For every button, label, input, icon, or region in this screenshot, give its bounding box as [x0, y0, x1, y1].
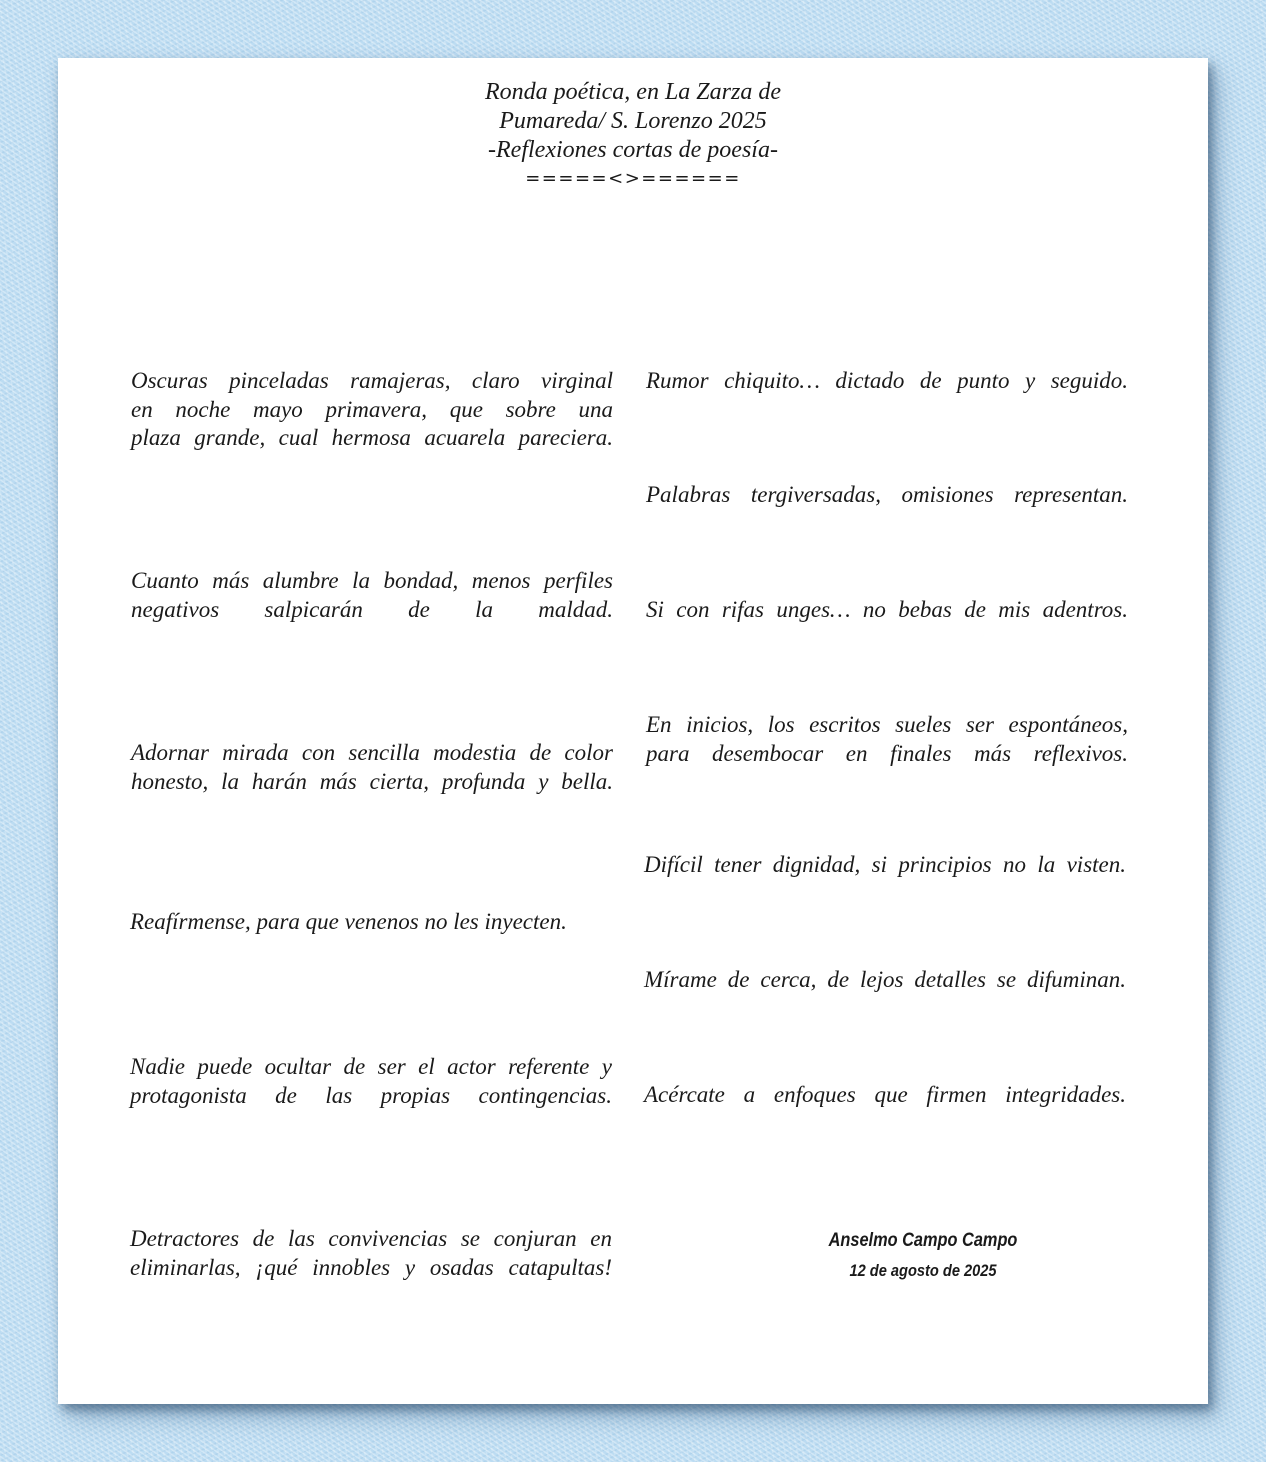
- verse-line: Cuanto más alumbre la bondad, menos perfiles: [131, 568, 613, 593]
- verse-line: Detractores de las convivencias se conjuran en: [130, 1226, 612, 1251]
- verse-line: Palabras tergiversadas, omisiones representan.: [646, 482, 1128, 507]
- verse-line: en noche mayo primavera, que sobre una: [131, 396, 613, 422]
- verse-line: Mírame de cerca, de lejos detalles se difuminan.: [644, 967, 1126, 992]
- verse-line: En inicios, los escritos sueles ser espontáneos,: [646, 712, 1128, 737]
- title-line-1: Ronda poética, en La Zarza de: [485, 79, 781, 105]
- right-verse-6: [644, 966, 1126, 995]
- right-verse-2: [646, 481, 1128, 510]
- author-name: Anselmo Campo Campo: [828, 1230, 1018, 1251]
- verse-line: Si con rifas unges… no bebas de mis adentros.: [646, 597, 1128, 622]
- left-verse-4: [130, 908, 612, 937]
- verse-line: eliminarlas, ¡qué innobles y osadas catapultas!: [130, 1254, 612, 1280]
- verse-line: negativos salpicarán de la maldad.: [131, 596, 613, 622]
- separator: =====<>======: [525, 168, 741, 189]
- left-verse-2: [131, 567, 613, 624]
- verse-line: Reafírmense, para que venenos no les inyecten.: [130, 909, 567, 934]
- verse-line: Nadie puede ocultar de ser el actor referente y: [130, 1054, 612, 1079]
- right-verse-7: [644, 1081, 1126, 1110]
- right-verse-4: [646, 711, 1128, 768]
- document-page: [58, 58, 1208, 1404]
- right-verse-5: [644, 851, 1126, 880]
- document-header: [58, 78, 1208, 193]
- left-verse-3: [131, 739, 613, 796]
- verse-line: Difícil tener dignidad, si principios no la visten.: [644, 852, 1126, 877]
- signature-date: 12 de agosto de 2025: [849, 1261, 997, 1280]
- left-verse-5: [130, 1053, 612, 1110]
- subtitle: -Reflexiones cortas de poesía-: [488, 137, 778, 163]
- right-verse-3: [646, 596, 1128, 625]
- left-verse-1: [131, 367, 613, 453]
- verse-line: Adornar mirada con sencilla modestia de color: [131, 740, 613, 765]
- left-verse-6: [130, 1225, 612, 1282]
- verse-line: Rumor chiquito… dictado de punto y seguido.: [646, 368, 1128, 393]
- right-verse-1: [646, 367, 1128, 396]
- title-line-2: Pumareda/ S. Lorenzo 2025: [499, 108, 767, 134]
- signature-block: [758, 1226, 1088, 1286]
- verse-line: honesto, la harán más cierta, profunda y bella.: [131, 768, 613, 794]
- verse-line: Acércate a enfoques que firmen integridades.: [644, 1082, 1126, 1107]
- verse-line: plaza grande, cual hermosa acuarela pareciera.: [131, 425, 613, 450]
- verse-line: Oscuras pinceladas ramajeras, claro virginal: [131, 368, 613, 393]
- verse-line: protagonista de las propias contingencias.: [130, 1082, 612, 1108]
- verse-line: para desembocar en finales más reflexivos.: [646, 740, 1128, 766]
